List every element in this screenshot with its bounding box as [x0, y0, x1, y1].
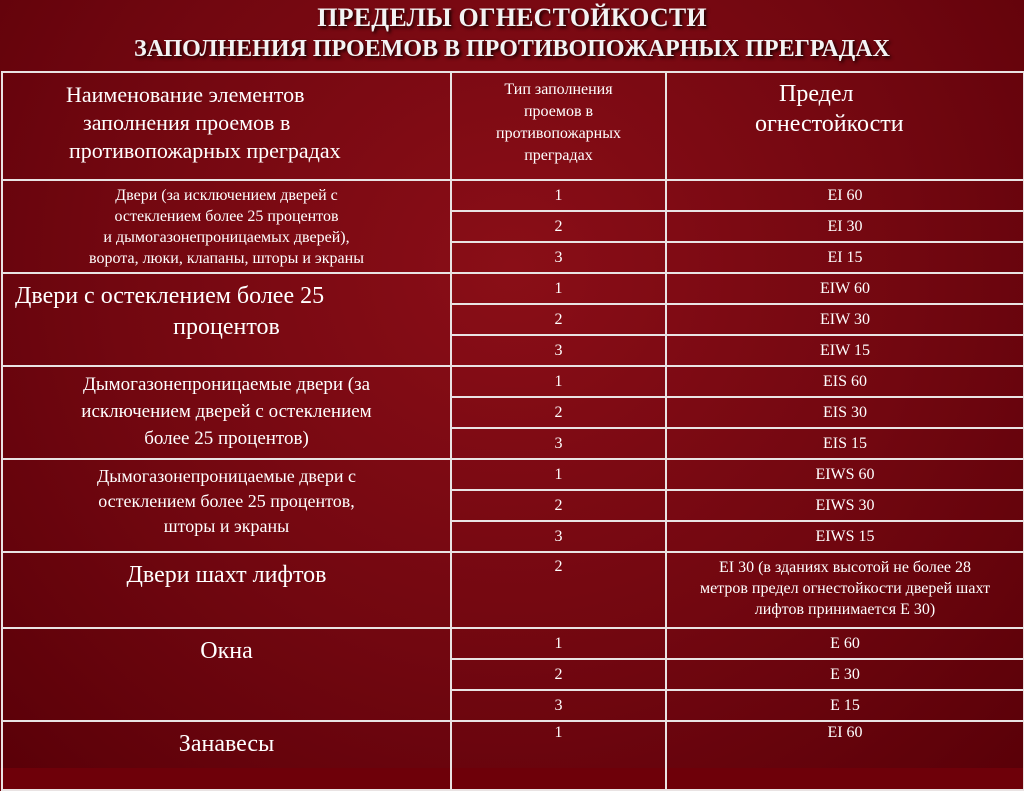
element-name-line: процентов	[173, 314, 280, 340]
element-name-line: Двери шахт лифтов	[126, 562, 327, 588]
fire-limit-line: метров предел огнестойкости дверей шахт	[699, 580, 991, 597]
fire-limit-cell: EI 60	[666, 180, 1024, 211]
fire-limit-cell: EIS 15	[666, 428, 1024, 459]
header-name-line: заполнения проемов в	[83, 110, 291, 135]
header-type-cell	[451, 72, 666, 180]
header-name-line: противопожарных преградах	[69, 138, 341, 163]
fire-limit-line: EI 30 (в зданиях высотой не более 28	[718, 559, 972, 576]
element-name-cell	[2, 273, 451, 366]
fire-limit-cell: EIS 60	[666, 366, 1024, 397]
element-name-line: Дымогазонепроницаемые двери с	[97, 466, 356, 486]
element-name-line: Дымогазонепроницаемые двери (за	[82, 374, 371, 395]
fill-type-cell: 2	[451, 211, 666, 242]
fill-type-cell: 3	[451, 690, 666, 721]
header-row	[2, 72, 1024, 180]
header-limit-line: Предел	[779, 81, 854, 107]
fire-resistance-table	[1, 71, 1024, 791]
fire-limit-cell	[666, 552, 1024, 628]
fire-limit-cell: EI 30	[666, 211, 1024, 242]
fire-limit-cell: E 60	[666, 628, 1024, 659]
fill-type-cell: 3	[451, 521, 666, 552]
fill-type-cell: 2	[451, 397, 666, 428]
header-limit-line: огнестойкости	[755, 111, 904, 137]
fire-limit-cell: EI 15	[666, 242, 1024, 273]
element-name-line: остеклением более 25 процентов	[114, 208, 339, 225]
table-row	[2, 552, 1024, 628]
element-name-line: Двери (за исключением дверей с	[115, 187, 338, 204]
element-name-line: остеклением более 25 процентов,	[98, 491, 355, 511]
fill-type-cell: 2	[451, 490, 666, 521]
element-name-line: Двери с остеклением более 25	[15, 283, 325, 309]
header-type-line: преградах	[524, 147, 593, 164]
fire-limit-cell: EIW 60	[666, 273, 1024, 304]
fill-type-cell: 3	[451, 428, 666, 459]
header-name-cell	[2, 72, 451, 180]
element-name-line: Занавесы	[178, 731, 275, 757]
fire-limit-cell: EIWS 60	[666, 459, 1024, 490]
fire-limit-cell: E 30	[666, 659, 1024, 690]
fire-limit-cell: EI 60	[666, 721, 1024, 790]
element-name-line: и дымогазонепроницаемых дверей),	[103, 229, 350, 246]
fire-limit-cell: EIS 30	[666, 397, 1024, 428]
element-name-cell	[2, 180, 451, 273]
element-name-cell	[2, 628, 451, 721]
fill-type-cell: 1	[451, 180, 666, 211]
fire-limit-cell: E 15	[666, 690, 1024, 721]
fill-type-cell: 1	[451, 366, 666, 397]
element-name-line: более 25 процентов)	[144, 428, 309, 449]
fill-type-cell: 3	[451, 335, 666, 366]
fire-limit-cell: EIWS 15	[666, 521, 1024, 552]
header-type-line: Тип заполнения	[504, 81, 613, 98]
element-name-cell	[2, 721, 451, 790]
fire-limit-line: лифтов принимается E 30)	[754, 601, 936, 618]
element-name-cell	[2, 552, 451, 628]
header-name-line: Наименование элементов	[66, 82, 305, 107]
element-name-cell	[2, 366, 451, 459]
element-name-line: ворота, люки, клапаны, шторы и экраны	[89, 250, 364, 267]
table-row	[2, 721, 1024, 790]
title-line-2: ЗАПОЛНЕНИЯ ПРОЕМОВ В ПРОТИВОПОЖАРНЫХ ПРЕГРАДАХ	[134, 36, 890, 62]
fill-type-cell: 1	[451, 459, 666, 490]
fill-type-cell: 2	[451, 304, 666, 335]
fill-type-cell: 2	[451, 659, 666, 690]
fill-type-cell: 1	[451, 721, 666, 790]
header-type-line: противопожарных	[496, 125, 621, 142]
fire-limit-cell: EIW 15	[666, 335, 1024, 366]
slide-title	[0, 2, 1024, 64]
element-name-line: Окна	[200, 638, 253, 664]
fire-limit-cell: EIW 30	[666, 304, 1024, 335]
element-name-line: шторы и экраны	[163, 516, 290, 536]
title-line-1: ПРЕДЕЛЫ ОГНЕСТОЙКОСТИ	[317, 3, 707, 32]
table-row	[2, 628, 1024, 659]
table-row	[2, 180, 1024, 211]
header-limit-cell	[666, 72, 1024, 180]
fill-type-cell: 1	[451, 273, 666, 304]
element-name-cell	[2, 459, 451, 552]
fire-limit-cell: EIWS 30	[666, 490, 1024, 521]
table-row	[2, 459, 1024, 490]
element-name-line: исключением дверей с остеклением	[81, 401, 372, 422]
table-row	[2, 366, 1024, 397]
fill-type-cell: 3	[451, 242, 666, 273]
header-type-line: проемов в	[523, 103, 594, 120]
fill-type-cell: 1	[451, 628, 666, 659]
fill-type-cell: 2	[451, 552, 666, 628]
table-row	[2, 273, 1024, 304]
